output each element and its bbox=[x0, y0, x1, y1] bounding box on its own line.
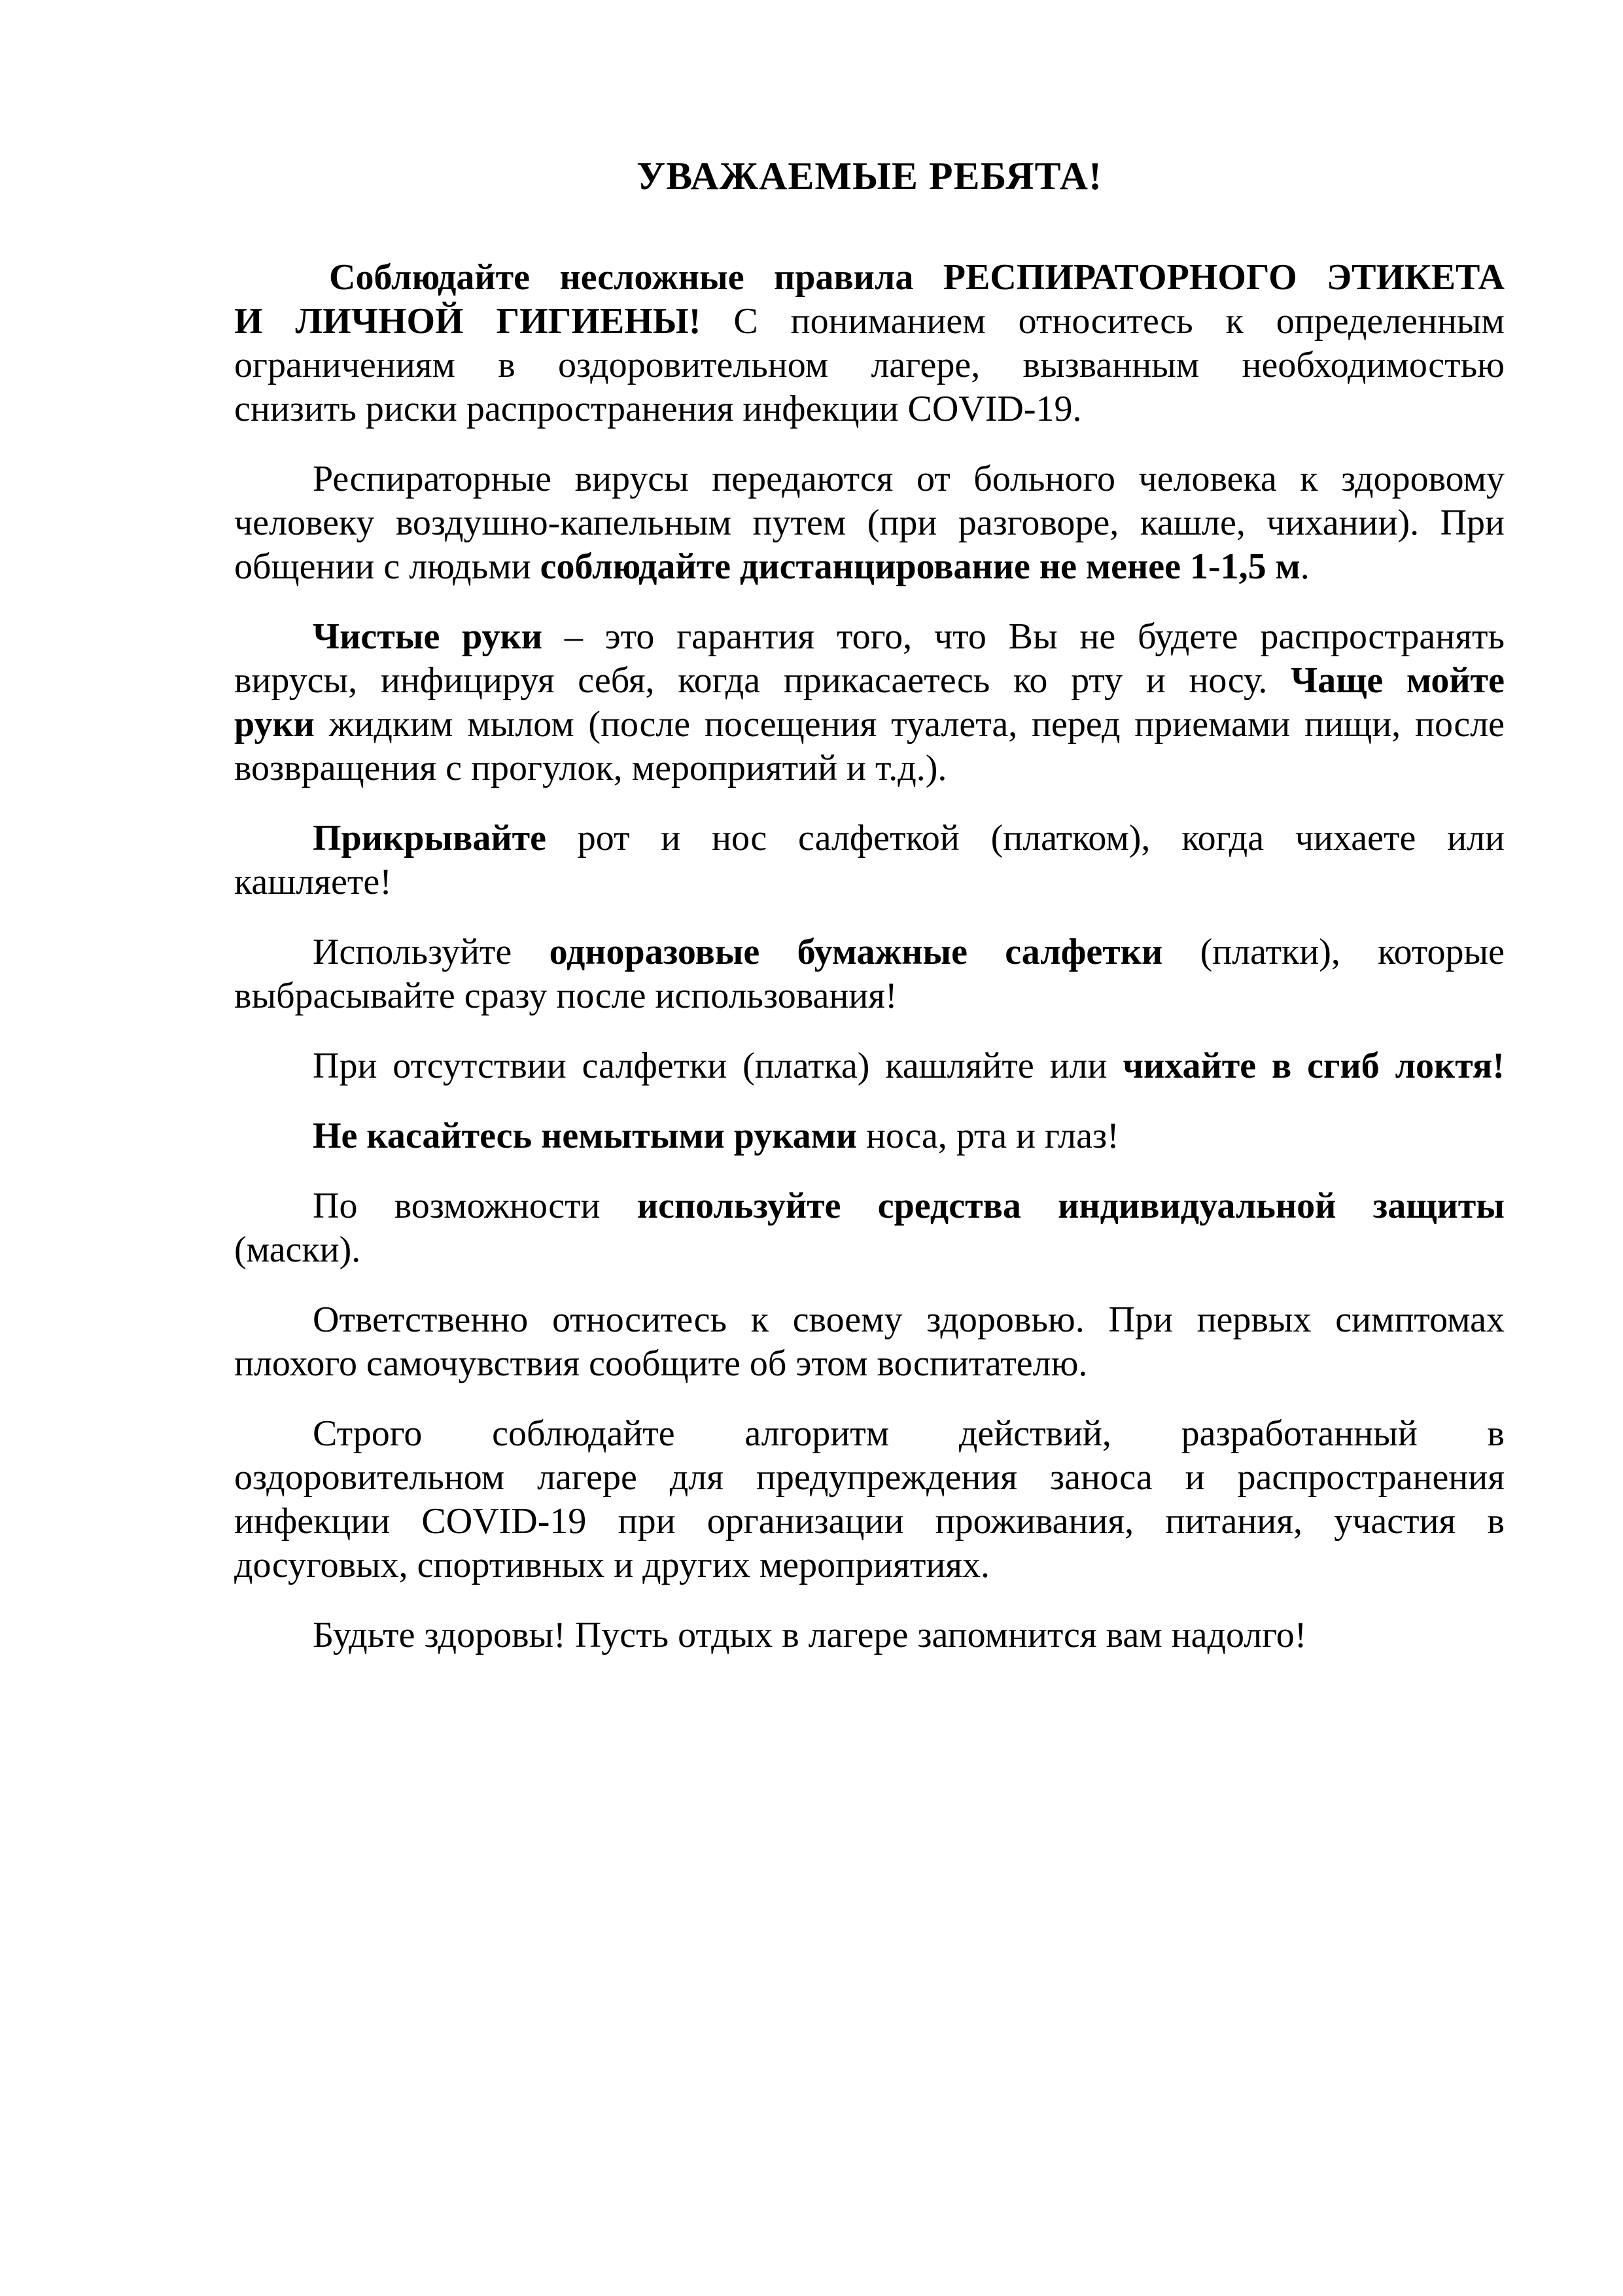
text-line bbox=[234, 1456, 1505, 1500]
text-line bbox=[234, 387, 1505, 431]
paragraph-9 bbox=[234, 1298, 1505, 1386]
regular-text: Будьте здоровы! Пусть отдых в лагере запомнится вам надолго! bbox=[313, 1615, 1307, 1655]
paragraph-7 bbox=[234, 1114, 1505, 1158]
bold-text: руки bbox=[234, 704, 315, 745]
text-line bbox=[234, 817, 1505, 860]
regular-text: снизить риски распространения инфекции COVID-19. bbox=[234, 389, 1082, 429]
text-column bbox=[234, 152, 1505, 1684]
paragraph-1 bbox=[234, 256, 1505, 431]
regular-text: досуговых, спортивных и других мероприятиях. bbox=[234, 1545, 990, 1585]
text-line bbox=[234, 457, 1505, 501]
regular-text: При отсутствии салфетки (платка) кашляйте или bbox=[313, 1046, 1123, 1086]
text-line bbox=[234, 860, 1505, 904]
text-line bbox=[234, 615, 1505, 659]
text-line bbox=[234, 747, 1505, 790]
text-line bbox=[234, 930, 1505, 974]
regular-text: возвращения с прогулок, мероприятий и т.д.). bbox=[234, 748, 947, 788]
text-line bbox=[234, 1500, 1505, 1544]
paragraph-10 bbox=[234, 1412, 1505, 1587]
text-line bbox=[234, 659, 1505, 703]
bold-text: Прикрывайте bbox=[313, 818, 546, 858]
text-line bbox=[234, 1228, 1505, 1272]
regular-text: – это гарантия того, что Вы не будете распространять bbox=[542, 616, 1505, 657]
regular-text: (платки), которые bbox=[1162, 932, 1505, 972]
paragraph-11 bbox=[234, 1614, 1505, 1657]
document-body bbox=[234, 256, 1505, 1657]
regular-text: плохого самочувствия сообщите об этом воспитателю. bbox=[234, 1343, 1088, 1384]
regular-text: Респираторные вирусы передаются от больного человека к здоровому bbox=[313, 459, 1505, 499]
text-line bbox=[234, 344, 1505, 387]
text-line bbox=[234, 703, 1505, 747]
regular-text: вирусы, инфицируя себя, когда прикасаетесь ко рту и носу. bbox=[234, 660, 1291, 701]
text-line bbox=[234, 1412, 1505, 1456]
text-line bbox=[234, 256, 1505, 300]
regular-text: кашляете! bbox=[234, 862, 392, 902]
text-line bbox=[234, 974, 1505, 1018]
bold-text: И ЛИЧНОЙ ГИГИЕНЫ! bbox=[234, 301, 734, 342]
regular-text: По возможности bbox=[313, 1186, 637, 1226]
paragraph-8 bbox=[234, 1184, 1505, 1272]
text-line bbox=[234, 1044, 1505, 1088]
regular-text: Используйте bbox=[313, 932, 550, 972]
regular-text: жидким мылом (после посещения туалета, перед приемами пищи, после bbox=[314, 704, 1505, 745]
regular-text: инфекции COVID-19 при организации проживания, питания, участия в bbox=[234, 1501, 1505, 1542]
regular-text: оздоровительном лагере для предупреждения заноса и распространения bbox=[234, 1457, 1505, 1498]
text-line bbox=[234, 501, 1505, 545]
text-line bbox=[234, 1342, 1505, 1386]
regular-text: общении с людьми bbox=[234, 546, 540, 587]
bold-text: Чаще мойте bbox=[1291, 660, 1505, 701]
text-line bbox=[234, 1114, 1505, 1158]
bold-text: Чистые руки bbox=[313, 616, 543, 657]
text-line bbox=[234, 1614, 1505, 1657]
bold-text: Соблюдайте несложные правила РЕСПИРАТОРНОГО ЭТИКЕТА bbox=[329, 257, 1505, 298]
bold-text: одноразовые бумажные салфетки bbox=[549, 932, 1163, 972]
bold-text: соблюдайте дистанцирование не менее 1-1,5 м bbox=[540, 546, 1300, 587]
bold-text: Не касайтесь немытыми руками bbox=[313, 1116, 858, 1156]
regular-text: выбрасывайте сразу после использования! bbox=[234, 976, 898, 1016]
text-line bbox=[234, 1184, 1505, 1228]
regular-text: человеку воздушно-капельным путем (при разговоре, кашле, чихании). При bbox=[234, 503, 1505, 543]
bold-text: чихайте в сгиб локтя! bbox=[1123, 1046, 1505, 1086]
regular-text: С пониманием относитесь к определенным bbox=[733, 301, 1505, 342]
paragraph-6 bbox=[234, 1044, 1505, 1088]
paragraph-4 bbox=[234, 817, 1505, 904]
regular-text: Ответственно относитесь к своему здоровью. При первых симптомах bbox=[313, 1299, 1505, 1340]
text-line bbox=[234, 300, 1505, 344]
paragraph-3 bbox=[234, 615, 1505, 790]
document-title: УВАЖАЕМЫЕ РЕБЯТА! bbox=[637, 154, 1102, 198]
regular-text: рот и нос салфеткой (платком), когда чихаете или bbox=[546, 818, 1505, 858]
regular-text: Строго соблюдайте алгоритм действий, разработанный в bbox=[313, 1413, 1505, 1454]
paragraph-2 bbox=[234, 457, 1505, 589]
regular-text: . bbox=[1300, 546, 1310, 587]
paragraph-5 bbox=[234, 930, 1505, 1018]
text-line bbox=[234, 1298, 1505, 1342]
bold-text: используйте средства индивидуальной защиты bbox=[637, 1186, 1505, 1226]
text-line bbox=[234, 1544, 1505, 1587]
regular-text: ограничениям в оздоровительном лагере, вызванным необходимостью bbox=[234, 345, 1505, 385]
regular-text: (маски). bbox=[234, 1229, 361, 1270]
regular-text: носа, рта и глаз! bbox=[857, 1116, 1119, 1156]
text-line bbox=[234, 545, 1505, 589]
